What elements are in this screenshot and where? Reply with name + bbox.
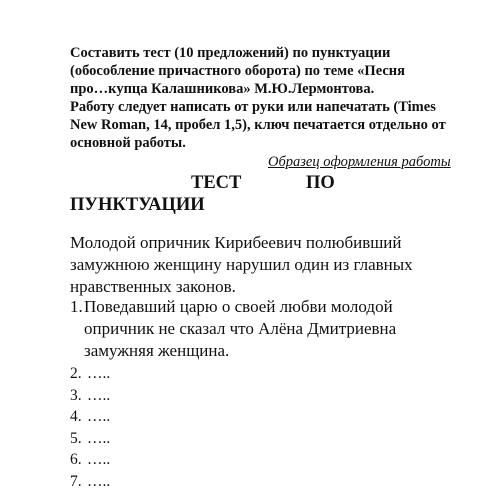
- instructions-line: основной работы.: [70, 134, 470, 152]
- task-sentence: [70, 232, 413, 298]
- item-number: 1.: [70, 296, 84, 318]
- instructions-line: Составить тест (10 предложений) по пунктуации: [70, 44, 470, 62]
- list-item: [70, 472, 396, 491]
- item-text: …..: [87, 429, 110, 449]
- test-items-list: [70, 296, 396, 491]
- item-number: 2.: [70, 364, 87, 384]
- task-line: нравственных законов.: [70, 276, 413, 298]
- item-number: 7.: [70, 472, 87, 491]
- item-number: 5.: [70, 429, 87, 449]
- list-item: [70, 386, 396, 406]
- test-title-word-3: ПУНКТУАЦИИ: [70, 194, 205, 216]
- item-number: 6.: [70, 450, 87, 470]
- list-item: [70, 429, 396, 449]
- instructions-line: New Roman, 14, пробел 1,5), ключ печатается отдельно от: [70, 116, 470, 134]
- item-text-line: Поведавший царю о своей любви молодой: [84, 296, 393, 318]
- assignment-instructions: [70, 44, 470, 152]
- task-line: Молодой опричник Кирибеевич полюбивший: [70, 232, 413, 254]
- item-text: …..: [87, 364, 110, 384]
- list-item: [70, 364, 396, 384]
- item-text: …..: [87, 386, 110, 406]
- item-number: 4.: [70, 407, 87, 427]
- test-title-word-1: ТЕСТ: [191, 172, 241, 194]
- item-text: …..: [87, 472, 110, 491]
- test-title-word-2: ПО: [306, 172, 335, 194]
- task-line: замужнюю женщину нарушил один из главных: [70, 254, 413, 276]
- instructions-line: про…купца Калашникова» М.Ю.Лермонтова.: [70, 80, 470, 98]
- list-item: [70, 407, 396, 427]
- item-text: …..: [87, 407, 110, 427]
- instructions-line: Работу следует написать от руки или напечатать (Times: [70, 98, 470, 116]
- sample-format-link: Образец оформления работы: [268, 154, 451, 171]
- item-text-line: замужняя женщина.: [70, 340, 396, 362]
- item-text-line: опричник не сказал что Алёна Дмитриевна: [70, 318, 396, 340]
- instructions-line: (обособление причастного оборота) по теме «Песня: [70, 62, 470, 80]
- item-text: …..: [87, 450, 110, 470]
- item-number: 3.: [70, 386, 87, 406]
- list-item: [70, 296, 396, 362]
- list-item: [70, 450, 396, 470]
